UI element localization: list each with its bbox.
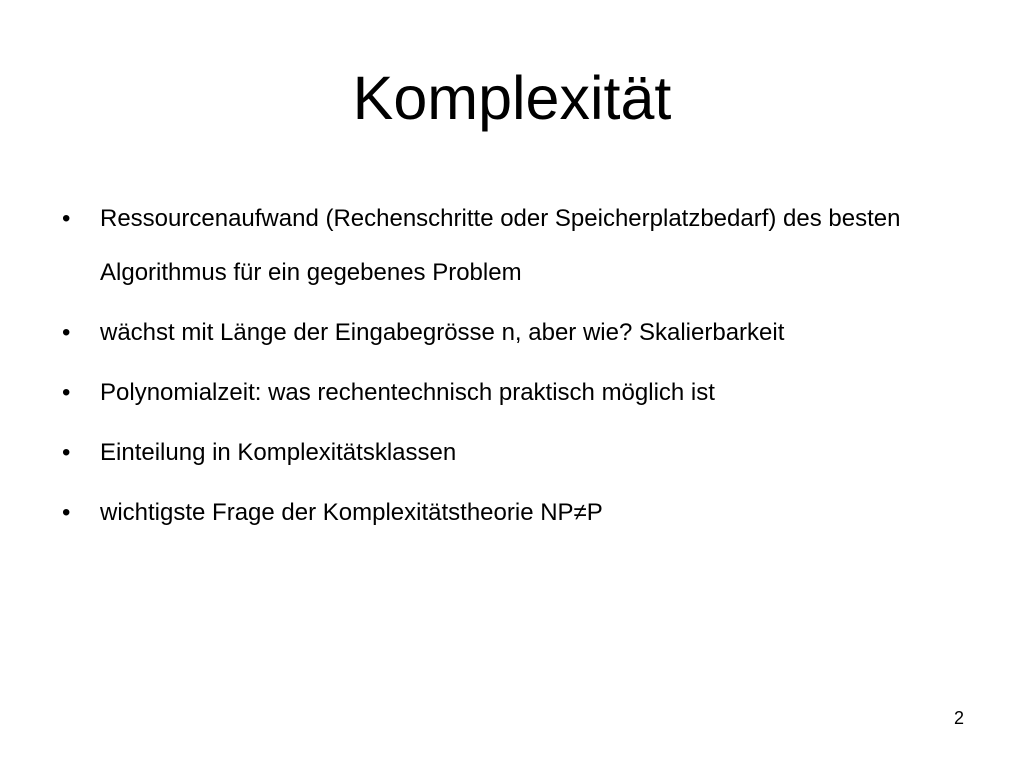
- bullet-text: Ressourcenaufwand (Rechenschritte oder Speicherplatzbedarf) des besten Algorithmus für ein gegebenes Problem: [100, 205, 901, 286]
- bullet-item: [62, 306, 982, 360]
- slide-title: Komplexität: [352, 64, 672, 132]
- bullet-text: wächst mit Länge der Eingabegrösse n, aber wie? Skalierbarkeit: [100, 319, 785, 346]
- bullet-icon: •: [62, 205, 71, 232]
- bullet-text: Polynomialzeit: was rechentechnisch praktisch möglich ist: [100, 379, 715, 406]
- bullet-icon: •: [62, 439, 71, 466]
- bullet-item: [62, 366, 982, 420]
- bullet-text: Einteilung in Komplexitätsklassen: [100, 439, 457, 466]
- page-number: 2: [953, 708, 964, 728]
- bullet-item: [62, 426, 982, 480]
- bullet-item: [62, 486, 982, 540]
- bullet-icon: •: [62, 379, 71, 406]
- bullet-text: wichtigste Frage der Komplexitätstheorie NP≠P: [100, 499, 603, 526]
- bullet-list: [62, 192, 982, 546]
- bullet-icon: •: [62, 319, 71, 346]
- bullet-item: [62, 192, 982, 300]
- bullet-icon: •: [62, 499, 71, 526]
